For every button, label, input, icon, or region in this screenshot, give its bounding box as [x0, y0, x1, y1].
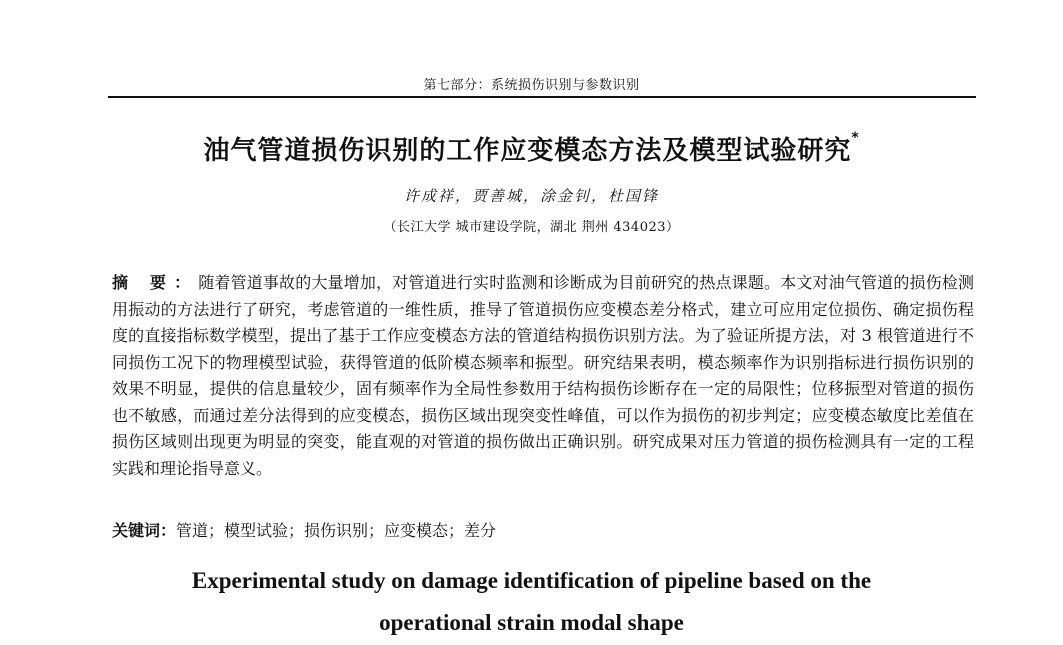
paper-title-text: 油气管道损伤识别的工作应变模态方法及模型试验研究: [203, 136, 852, 166]
author-list: 许成祥，贾善城，涂金钊，杜国锋: [403, 187, 659, 205]
keywords: [112, 518, 974, 544]
title-footnote-mark: *: [851, 130, 860, 146]
english-title-line1: Experimental study on damage identification of pipeline based on the: [191, 568, 872, 593]
keywords-text: 管道；模型试验；损伤识别；应变模态；差分: [176, 521, 497, 540]
keywords-label: 关键词：: [112, 521, 177, 540]
running-header: 第七部分：系统损伤识别与参数识别: [423, 78, 640, 93]
abstract-label: 摘 要：: [112, 273, 199, 292]
affiliation: （长江大学 城市建设学院，湖北 荆州 434023）: [383, 220, 680, 235]
header-rule: [108, 96, 976, 98]
abstract-text: 随着管道事故的大量增加，对管道进行实时监测和诊断成为目前研究的热点课题。本文对油气管道的损伤检测用振动的方法进行了研究，考虑管道的一维性质，推导了管道损伤应变模态差分格式，建立可应用定位损伤、确定损伤程度的直接指标数学模型，提出了基于工作应变模态方法的管道结构损伤识别方法。为了验证所提方法，对 3 根管道进行不同损伤工况下的物理模型试验，获得管道的低阶模态频率和振型。研究结果表明，模态频率作为识别指标进行损伤识别的效果不明显，提供的信息量较少，固有频率作为全局性参数用于结构损伤诊断存在一定的局限性；位移振型对管道的损伤也不敏感，而通过差分法得到的应变模态，损伤区域出现突变性峰值，可以作为损伤的初步判定；应变模态敏度比差值在损伤区域则出现更为明显的突变，能直观的对管道的损伤做出正确识别。研究成果对压力管道的损伤检测具有一定的工程实践和理论指导意义。: [112, 273, 974, 478]
abstract: [112, 270, 974, 482]
english-title-line2: operational strain modal shape: [379, 610, 684, 635]
paper-title: [0, 130, 1063, 167]
